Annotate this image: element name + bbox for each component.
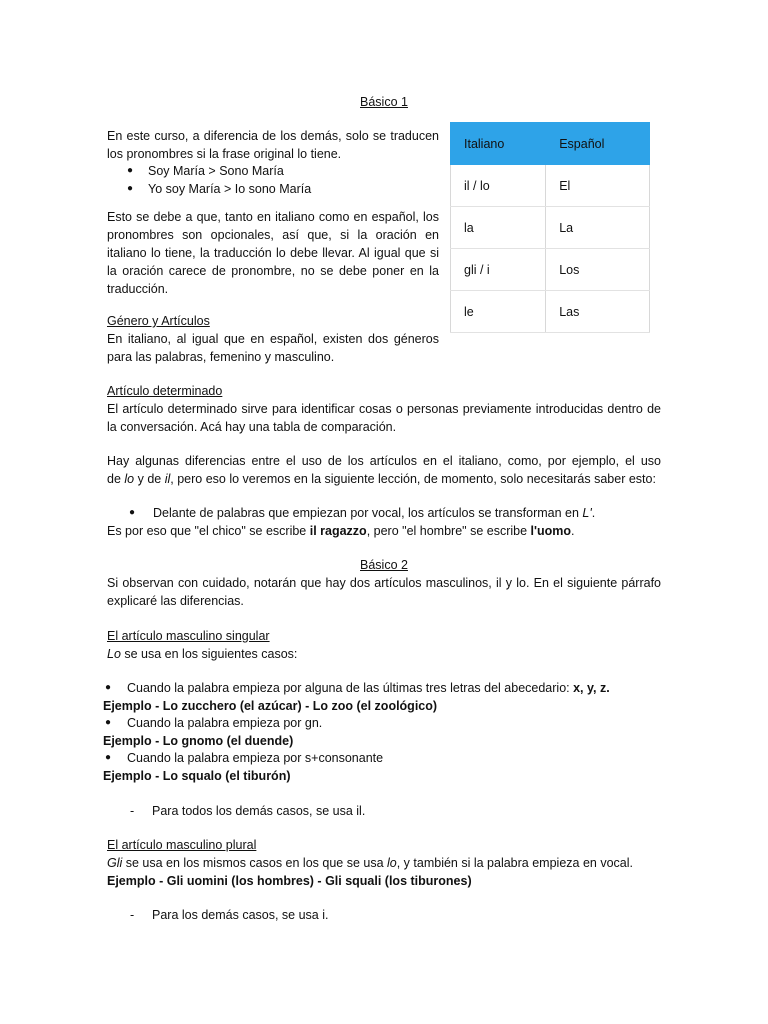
table-row <box>451 249 650 291</box>
table-cell: El <box>546 165 650 207</box>
table-cell: La <box>546 207 650 249</box>
table-cell: Las <box>546 291 650 333</box>
example-line: Ejemplo - Lo zucchero (el azúcar) - Lo zoo (el zoológico) <box>103 699 438 713</box>
chico-line: Es por eso que "el chico" se escribe il ragazzo, pero "el hombre" se escribe l'uomo. <box>107 524 575 538</box>
example-line: Ejemplo - Lo gnomo (el duende) <box>103 734 294 748</box>
determinado-heading: Artículo determinado <box>107 384 223 398</box>
diferencias-line-2: de lo y de il, pero eso lo veremos en la siguiente lección, de momento, solo necesitarás saber esto: <box>107 472 656 486</box>
case-item: Cuando la palabra empieza por alguna de las últimas tres letras del abecedario: x, y, z. <box>127 681 610 695</box>
table-cell: Los <box>546 249 650 291</box>
basico2-intro-line: Si observan con cuidado, notarán que hay dos artículos masculinos, il y lo. En el siguiente párrafo <box>107 576 661 590</box>
case-item: Cuando la palabra empieza por gn. <box>127 716 323 730</box>
genero-line: En italiano, al igual que en español, existen dos géneros <box>107 332 439 346</box>
table-row <box>451 207 650 249</box>
table-header-cell: Italiano <box>451 123 546 165</box>
genero-heading: Género y Artículos <box>107 314 210 328</box>
basico2-title: Básico 2 <box>360 558 408 572</box>
dash-icon: - <box>130 908 135 922</box>
vocal-rule: Delante de palabras que empiezan por vocal, los artículos se transforman en L'. <box>153 506 596 520</box>
table-row <box>451 291 650 333</box>
table-header-cell: Español <box>546 123 650 165</box>
basico1-title: Básico 1 <box>360 95 408 109</box>
other-singular: Para todos los demás casos, se usa il. <box>152 804 366 818</box>
other-plural: Para los demás casos, se usa i. <box>152 908 329 922</box>
table-header-row <box>451 123 650 165</box>
bullet-icon: ● <box>105 682 112 693</box>
singular-heading: El artículo masculino singular <box>107 629 270 643</box>
bullet-icon: ● <box>105 752 112 763</box>
explanation-line: la oración carece de pronombre, no se debe poner en la <box>107 264 439 278</box>
articles-table <box>450 122 650 333</box>
bullet-icon: ● <box>127 165 134 176</box>
dash-icon: - <box>130 804 135 818</box>
case-item: Cuando la palabra empieza por s+consonante <box>127 751 384 765</box>
basico2-intro-line: explicaré las diferencias. <box>107 594 244 608</box>
table-cell: le <box>451 291 546 333</box>
table-cell: la <box>451 207 546 249</box>
intro-line-2: los pronombres si la frase original lo tiene. <box>107 147 342 161</box>
table-cell: gli / i <box>451 249 546 291</box>
example-line: Ejemplo - Gli uomini (los hombres) - Gli squali (los tiburones) <box>107 874 472 888</box>
intro-line-1: En este curso, a diferencia de los demás, solo se traducen <box>107 129 439 143</box>
plural-heading: El artículo masculino plural <box>107 838 257 852</box>
table-row <box>451 165 650 207</box>
diferencias-line-1: Hay algunas diferencias entre el uso de los artículos en el italiano, como, por ejemplo, el uso <box>107 454 661 468</box>
genero-line: para las palabras, femenino y masculino. <box>107 350 335 364</box>
table-cell: il / lo <box>451 165 546 207</box>
explanation-line: Esto se debe a que, tanto en italiano como en español, los <box>107 210 439 224</box>
determinado-line: El artículo determinado sirve para identificar cosas o personas previamente introducidas dentro de <box>107 402 661 416</box>
singular-intro: Lo se usa en los siguientes casos: <box>107 647 298 661</box>
bullet-icon: ● <box>129 507 136 518</box>
example-line: Ejemplo - Lo squalo (el tiburón) <box>103 769 291 783</box>
explanation-line: traducción. <box>107 282 169 296</box>
example-item: Soy María > Sono María <box>148 164 284 178</box>
determinado-line: la conversación. Acá hay una tabla de comparación. <box>107 420 397 434</box>
explanation-line: pronombres son opcionales, así que, si la oración en <box>107 228 439 242</box>
bullet-icon: ● <box>127 183 134 194</box>
explanation-line: italiano lo tiene, la traducción lo debe llevar. Al igual que si <box>107 246 439 260</box>
bullet-icon: ● <box>105 717 112 728</box>
plural-intro: Gli se usa en los mismos casos en los que se usa lo, y también si la palabra empieza en vocal. <box>107 856 633 870</box>
example-item: Yo soy María > Io sono María <box>148 182 312 196</box>
